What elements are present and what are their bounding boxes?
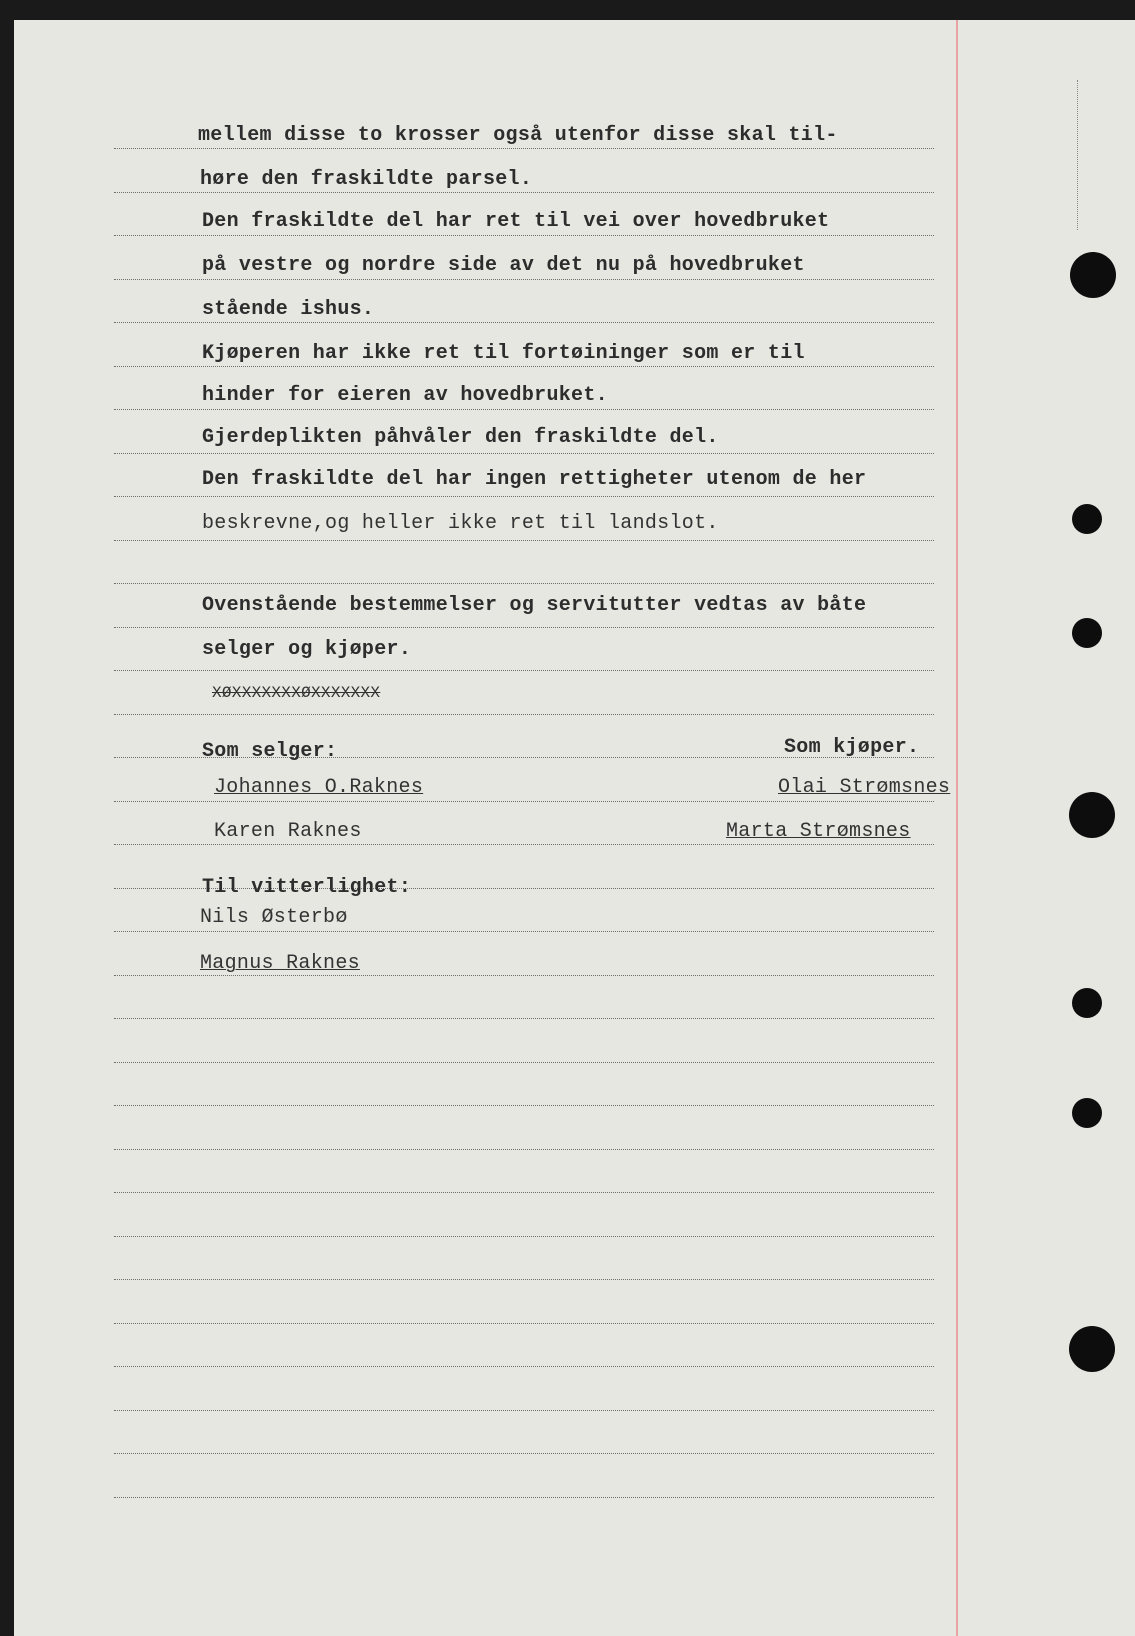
- ruled-line: [114, 583, 934, 584]
- ruled-line: [114, 1497, 934, 1498]
- punch-hole: [1072, 618, 1102, 648]
- punch-hole: [1072, 988, 1102, 1018]
- ruled-line: [114, 409, 934, 410]
- body-line: hinder for eieren av hovedbruket.: [202, 384, 608, 407]
- ruled-line: [114, 1410, 934, 1411]
- struck-text: XØXXXXXXXØXXXXXXX: [212, 684, 381, 702]
- edge-mark: [1077, 80, 1079, 230]
- punch-hole: [1070, 252, 1116, 298]
- ruled-line: [114, 1062, 934, 1063]
- buyer-label: Som kjøper.: [784, 736, 920, 759]
- ruled-line: [114, 1149, 934, 1150]
- ruled-line: [114, 192, 934, 193]
- ruled-line: [114, 931, 934, 932]
- punch-hole: [1069, 1326, 1115, 1372]
- body-line: på vestre og nordre side av det nu på hovedbruket: [202, 254, 805, 277]
- witness-name: Nils Østerbø: [200, 906, 348, 929]
- punch-hole: [1072, 504, 1102, 534]
- ruled-line: [114, 1236, 934, 1237]
- ruled-line: [114, 540, 934, 541]
- ruled-line: [114, 366, 934, 367]
- ruled-line: [114, 1366, 934, 1367]
- margin-line: [956, 20, 958, 1636]
- ruled-line: [114, 496, 934, 497]
- body-line: Gjerdeplikten påhvåler den fraskildte del.: [202, 426, 719, 449]
- ruled-line: [114, 1018, 934, 1019]
- ruled-line: [114, 1323, 934, 1324]
- ruled-line: [114, 1192, 934, 1193]
- ruled-line: [114, 453, 934, 454]
- ruled-line: [114, 801, 934, 802]
- ruled-line: [114, 1105, 934, 1106]
- ruled-line: [114, 975, 934, 976]
- seller-label: Som selger:: [202, 740, 338, 763]
- ruled-line: [114, 235, 934, 236]
- body-line: Den fraskildte del har ingen rettigheter utenom de her: [202, 468, 867, 491]
- body-line: mellem disse to krosser også utenfor disse skal til-: [198, 124, 838, 147]
- document-page: [14, 20, 1135, 1636]
- buyer-name: Marta Strømsnes: [726, 820, 911, 843]
- buyer-name: Olai Strømsnes: [778, 776, 951, 799]
- seller-name: Johannes O.Raknes: [214, 776, 424, 799]
- seller-name: Karen Raknes: [214, 820, 362, 843]
- punch-hole: [1069, 792, 1115, 838]
- closing-line: Ovenstående bestemmelser og servitutter vedtas av båte: [202, 594, 867, 617]
- body-line: stående ishus.: [202, 298, 375, 321]
- ruled-line: [114, 322, 934, 323]
- ruled-line: [114, 1453, 934, 1454]
- body-line: Kjøperen har ikke ret til fortøininger som er til: [202, 342, 805, 365]
- ruled-line: [114, 670, 934, 671]
- body-line: høre den fraskildte parsel.: [200, 168, 533, 191]
- ruled-line: [114, 1279, 934, 1280]
- witness-name: Magnus Raknes: [200, 952, 360, 975]
- ruled-line: [114, 279, 934, 280]
- ruled-line: [114, 844, 934, 845]
- witness-label: Til vitterlighet:: [202, 876, 412, 899]
- punch-hole: [1072, 1098, 1102, 1128]
- ruled-line: [114, 714, 934, 715]
- ruled-line: [114, 627, 934, 628]
- closing-line: selger og kjøper.: [202, 638, 412, 661]
- body-line: Den fraskildte del har ret til vei over hovedbruket: [202, 210, 830, 233]
- body-line: beskrevne,og heller ikke ret til landslot.: [202, 512, 719, 535]
- ruled-line: [114, 148, 934, 149]
